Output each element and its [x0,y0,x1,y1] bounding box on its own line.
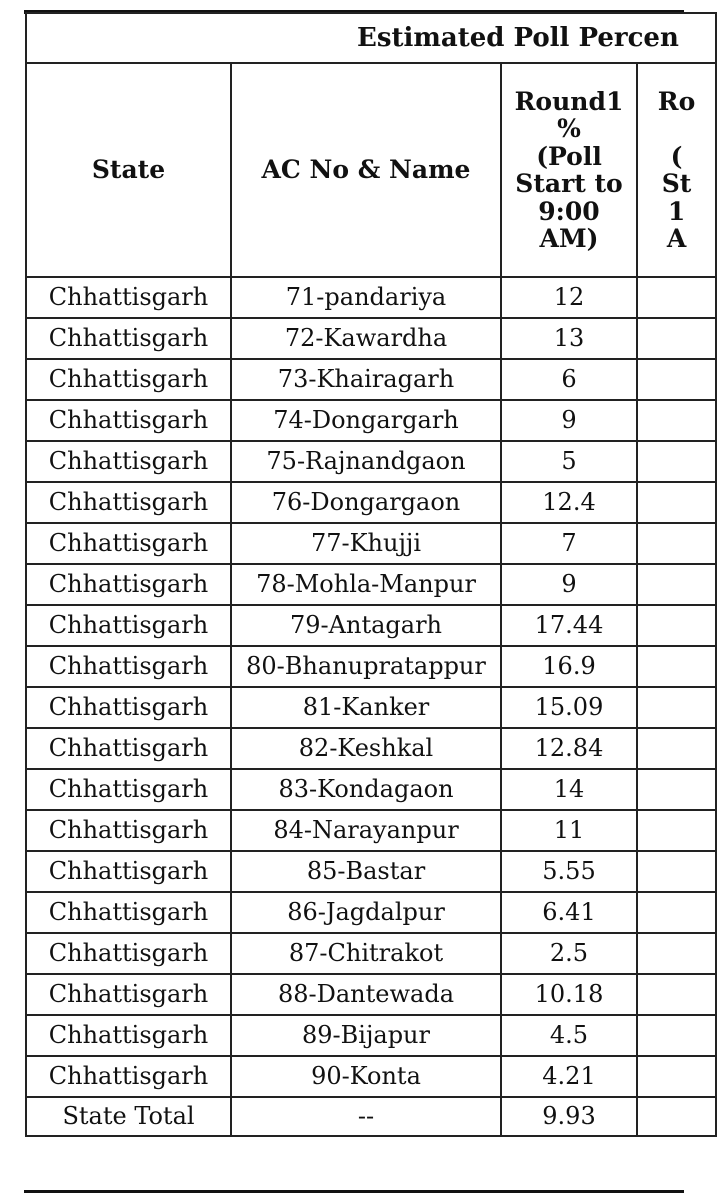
cell-round1-percent: 5.55 [501,851,637,892]
table-row [26,646,716,687]
table-banner-title: Estimated Poll Percen [26,13,716,63]
cell-state: Chhattisgarh [26,482,231,523]
cell-round2-partial [637,482,716,523]
table-row [26,318,716,359]
cell-ac-no-name: 73-Khairagarh [231,359,501,400]
cell-round2-partial [637,892,716,933]
table-row [26,933,716,974]
header-round2-line: ( [670,141,683,171]
table-row [26,441,716,482]
cell-ac-no-name: 90-Konta [231,1056,501,1097]
cell-round1-percent: 9 [501,400,637,441]
cell-round2-partial [637,441,716,482]
table-row [26,851,716,892]
table-banner-row [26,13,716,63]
table-row [26,359,716,400]
header-round2-line: A [666,224,687,253]
cell-ac-no-name: -- [231,1097,501,1136]
cell-state: Chhattisgarh [26,933,231,974]
cell-ac-no-name: 84-Narayanpur [231,810,501,851]
table-row [26,810,716,851]
cell-round1-percent: 5 [501,441,637,482]
header-round1-line: Round1 [514,86,624,116]
cell-state: Chhattisgarh [26,892,231,933]
cell-state: Chhattisgarh [26,441,231,482]
cell-state: Chhattisgarh [26,1056,231,1097]
cell-round2-partial [637,400,716,441]
cell-ac-no-name: 80-Bhanupratappur [231,646,501,687]
cell-ac-no-name: 79-Antagarh [231,605,501,646]
cell-state: Chhattisgarh [26,318,231,359]
table-row [26,605,716,646]
cell-round2-partial [637,728,716,769]
cell-state: Chhattisgarh [26,769,231,810]
table-row [26,769,716,810]
cell-round1-percent: 14 [501,769,637,810]
table-row [26,1015,716,1056]
table-row [26,974,716,1015]
cell-round1-percent: 16.9 [501,646,637,687]
header-round2-line: St [661,169,692,198]
bottom-border-rule [24,1190,684,1193]
header-round1-line: AM) [539,224,599,253]
header-round2-line [638,115,715,143]
cell-state: Chhattisgarh [26,974,231,1015]
cell-ac-no-name: 89-Bijapur [231,1015,501,1056]
cell-round2-partial [637,277,716,318]
cell-round2-partial [637,605,716,646]
cell-round2-partial [637,687,716,728]
cell-round2-partial [637,974,716,1015]
cell-ac-no-name: 82-Keshkal [231,728,501,769]
header-ac-no-name: AC No & Name [231,63,501,277]
cell-state: Chhattisgarh [26,359,231,400]
cell-round2-partial [637,1015,716,1056]
cell-ac-no-name: 74-Dongargarh [231,400,501,441]
cell-ac-no-name: 87-Chitrakot [231,933,501,974]
cell-round1-percent: 9 [501,564,637,605]
header-state: State [26,63,231,277]
cell-state: Chhattisgarh [26,400,231,441]
cell-state: Chhattisgarh [26,851,231,892]
cell-round1-percent: 12 [501,277,637,318]
cell-round1-percent: 17.44 [501,605,637,646]
cell-state: Chhattisgarh [26,1015,231,1056]
cell-round2-partial [637,646,716,687]
cell-round2-partial [637,851,716,892]
cell-ac-no-name: 76-Dongargaon [231,482,501,523]
cell-ac-no-name: 86-Jagdalpur [231,892,501,933]
cell-round2-partial [637,318,716,359]
cell-round1-percent: 11 [501,810,637,851]
header-round1-line: Start to [515,169,623,198]
cell-round1-percent: 4.21 [501,1056,637,1097]
cell-round1-percent: 12.84 [501,728,637,769]
cell-ac-no-name: 78-Mohla-Manpur [231,564,501,605]
cell-round1-percent: 7 [501,523,637,564]
cell-round1-percent: 13 [501,318,637,359]
cell-ac-no-name: 71-pandariya [231,277,501,318]
poll-percentage-table [25,12,717,1137]
header-round1-line: 9:00 [538,196,600,226]
cell-round1-percent: 6.41 [501,892,637,933]
cell-ac-no-name: 72-Kawardha [231,318,501,359]
cell-round1-percent: 2.5 [501,933,637,974]
table-row [26,892,716,933]
table-row [26,400,716,441]
table-row [26,1056,716,1097]
header-round2-line: Ro [657,86,696,116]
table-row [26,523,716,564]
cell-ac-no-name: 85-Bastar [231,851,501,892]
table-row [26,687,716,728]
cell-state: Chhattisgarh [26,523,231,564]
cell-round2-partial [637,523,716,564]
cell-round2-partial [637,564,716,605]
header-round2-line: 1 [667,196,686,226]
header-round2-partial [637,63,716,277]
table-total-row [26,1097,716,1136]
table-row [26,277,716,318]
cell-round2-partial [637,1097,716,1136]
cell-round1-percent: 4.5 [501,1015,637,1056]
cell-round1-percent: 6 [501,359,637,400]
cell-ac-no-name: 81-Kanker [231,687,501,728]
cell-ac-no-name: 75-Rajnandgaon [231,441,501,482]
table-row [26,728,716,769]
header-round1 [501,63,637,277]
cell-state: Chhattisgarh [26,646,231,687]
cell-ac-no-name: 88-Dantewada [231,974,501,1015]
table-row [26,482,716,523]
header-round1-line: % [557,114,581,143]
cell-round2-partial [637,1056,716,1097]
cell-round2-partial [637,769,716,810]
cell-state: Chhattisgarh [26,277,231,318]
cell-state: Chhattisgarh [26,687,231,728]
cell-round1-percent: 9.93 [501,1097,637,1136]
cell-round1-percent: 12.4 [501,482,637,523]
cell-state: Chhattisgarh [26,810,231,851]
cell-round2-partial [637,933,716,974]
header-round1-line: (Poll [536,141,602,171]
cell-round1-percent: 10.18 [501,974,637,1015]
cell-state: State Total [26,1097,231,1136]
cell-state: Chhattisgarh [26,564,231,605]
cell-state: Chhattisgarh [26,605,231,646]
cell-round2-partial [637,359,716,400]
cell-round1-percent: 15.09 [501,687,637,728]
table-header-row [26,63,716,277]
cell-state: Chhattisgarh [26,728,231,769]
table-row [26,564,716,605]
cell-ac-no-name: 83-Kondagaon [231,769,501,810]
cell-round2-partial [637,810,716,851]
cell-ac-no-name: 77-Khujji [231,523,501,564]
